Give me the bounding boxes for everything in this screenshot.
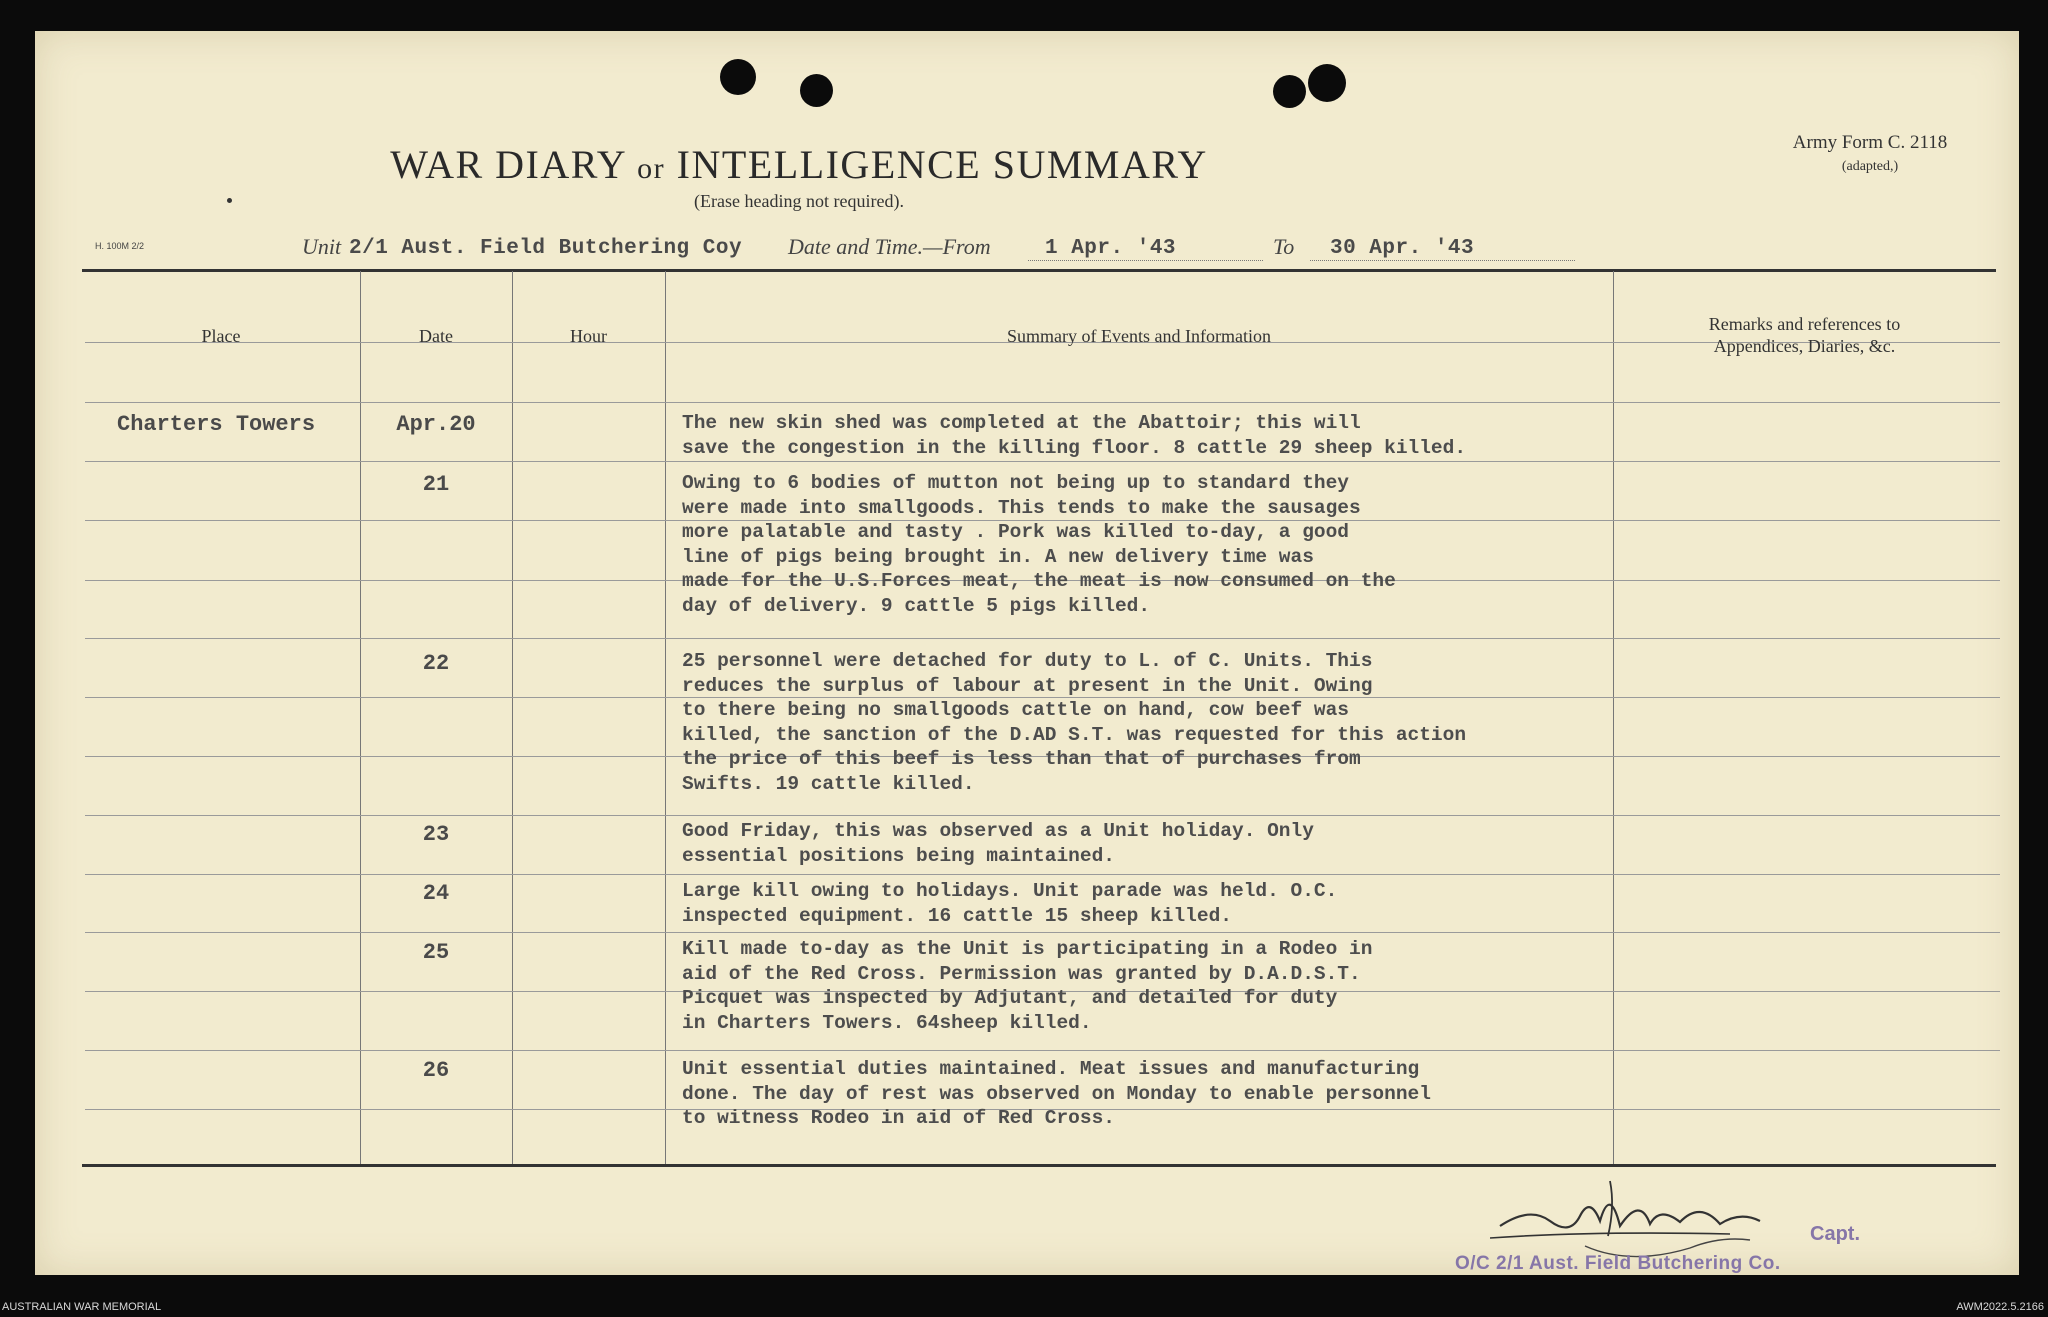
- entry-line: were made into smallgoods. This tends to make the sausages: [682, 496, 1361, 519]
- remarks-header-line2: Appendices, Diaries, &c.: [1713, 336, 1896, 356]
- entry-line: inspected equipment. 16 cattle 15 sheep killed.: [682, 904, 1232, 927]
- entry-line: more palatable and tasty . Pork was killed to-day, a good: [682, 521, 1350, 543]
- unit-label: Unit: [302, 234, 342, 259]
- col-divider-hour: [665, 271, 666, 1164]
- entry-line: done. The day of rest was observed on Monday to enable personnel: [682, 1082, 1431, 1105]
- col-divider-summary: [1613, 271, 1614, 1164]
- entry-place: Charters Towers: [117, 412, 316, 437]
- table-bottom-border: [82, 1164, 1996, 1167]
- entry-line: in Charters Towers. 64sheep killed.: [682, 1011, 1092, 1034]
- ruled-line: [85, 638, 2000, 639]
- entry-line: Swifts. 19 cattle killed.: [682, 772, 975, 795]
- signature-rank: Capt.: [1810, 1223, 1860, 1245]
- col-divider-date: [512, 271, 513, 1164]
- ruled-line: [85, 932, 2000, 933]
- form-code: H. 100M 2/2: [95, 241, 145, 251]
- entry-line: reduces the surplus of labour at present in the Unit. Owing: [682, 674, 1373, 697]
- col-header-remarks: [1613, 313, 1996, 357]
- col-header-place: Place: [201, 326, 241, 346]
- entry-summary: [682, 1057, 1431, 1131]
- entry-line: line of pigs being brought in. A new delivery time was: [682, 545, 1314, 568]
- ruled-line: [85, 402, 2000, 403]
- entry-line: made for the U.S.Forces meat, the meat is now consumed on the: [682, 570, 1396, 592]
- entry-summary: [682, 879, 1337, 928]
- ruled-line: [85, 461, 2000, 462]
- date-from-value: 1 Apr. '43: [1045, 237, 1177, 260]
- entry-line: Picquet was inspected by Adjutant, and detailed for duty: [682, 987, 1338, 1009]
- entry-summary: [682, 471, 1396, 618]
- remarks-header-line1: Remarks and references to: [1708, 314, 1901, 334]
- entry-line: essential positions being maintained.: [682, 844, 1115, 867]
- ruled-line: [85, 815, 2000, 816]
- diary-subtitle: (Erase heading not required).: [694, 191, 904, 211]
- entry-line: Good Friday, this was observed as a Unit holiday. Only: [682, 820, 1314, 842]
- punch-hole: [1308, 64, 1346, 102]
- diary-title: [35, 141, 1563, 188]
- entry-line: The new skin shed was completed at the Abattoir; this will: [682, 412, 1361, 434]
- col-header-hour: Hour: [570, 326, 607, 346]
- entry-date: 21: [422, 472, 450, 497]
- to-underline: [1310, 260, 1575, 261]
- col-header-date: Date: [419, 326, 453, 346]
- entry-date: 25: [422, 940, 450, 965]
- entry-line: killed, the sanction of the D.AD S.T. was requested for this action: [682, 723, 1467, 746]
- entry-line: save the congestion in the killing floor. 8 cattle 29 sheep killed.: [682, 436, 1467, 459]
- entry-line: aid of the Red Cross. Permission was granted by D.A.D.S.T.: [682, 962, 1361, 985]
- entry-summary: [682, 411, 1466, 460]
- date-to-value: 30 Apr. '43: [1330, 237, 1475, 260]
- col-divider-place: [360, 271, 361, 1164]
- entry-date: 24: [422, 881, 450, 906]
- unit-value: 2/1 Aust. Field Butchering Coy: [349, 237, 743, 260]
- punch-hole: [720, 59, 756, 95]
- title-part1: WAR DIARY: [390, 142, 626, 187]
- ruled-line: [85, 874, 2000, 875]
- to-label: To: [1273, 234, 1295, 259]
- from-underline: [1028, 260, 1263, 261]
- entry-summary: [682, 819, 1314, 868]
- entry-line: 25 personnel were detached for duty to L. of C. Units. This: [682, 650, 1373, 672]
- entry-date: 23: [422, 822, 450, 847]
- footer-right: AWM2022.5.2166: [1956, 1301, 2044, 1313]
- col-header-summary: Summary of Events and Information: [1007, 326, 1271, 346]
- entry-summary: [682, 649, 1466, 796]
- title-or: or: [637, 152, 666, 185]
- army-form-number: Army Form C. 2118: [1792, 132, 1948, 153]
- footer-left: AUSTRALIAN WAR MEMORIAL: [2, 1301, 162, 1313]
- entry-date: 26: [422, 1058, 450, 1083]
- army-form-label: [1760, 131, 1980, 179]
- diary-page: [35, 31, 2019, 1275]
- ruled-line: [85, 1050, 2000, 1051]
- entry-line: Large kill owing to holidays. Unit parade was held. O.C.: [682, 880, 1338, 902]
- entry-date: Apr.20: [396, 412, 476, 437]
- entry-line: Kill made to-day as the Unit is participating in a Rodeo in: [682, 938, 1373, 960]
- army-form-note: (adapted,): [1841, 159, 1899, 174]
- entry-line: day of delivery. 9 cattle 5 pigs killed.: [682, 594, 1151, 617]
- entry-line: to witness Rodeo in aid of Red Cross.: [682, 1107, 1115, 1129]
- title-part2: INTELLIGENCE SUMMARY: [676, 142, 1208, 187]
- table-top-border: [82, 269, 1996, 272]
- entry-line: the price of this beef is less than that of purchases from: [682, 748, 1361, 770]
- date-range-label: Date and Time.—From: [788, 234, 991, 259]
- entry-line: to there being no smallgoods cattle on hand, cow beef was: [682, 699, 1350, 721]
- entry-date: 22: [422, 651, 450, 676]
- entry-line: Owing to 6 bodies of mutton not being up to standard they: [682, 472, 1350, 494]
- unit-stamp: O/C 2/1 Aust. Field Butchering Co.: [1455, 1253, 1781, 1274]
- punch-hole: [800, 74, 833, 107]
- entry-line: Unit essential duties maintained. Meat issues and manufacturing: [682, 1058, 1420, 1080]
- entry-summary: [682, 937, 1372, 1035]
- punch-hole: [1273, 75, 1306, 108]
